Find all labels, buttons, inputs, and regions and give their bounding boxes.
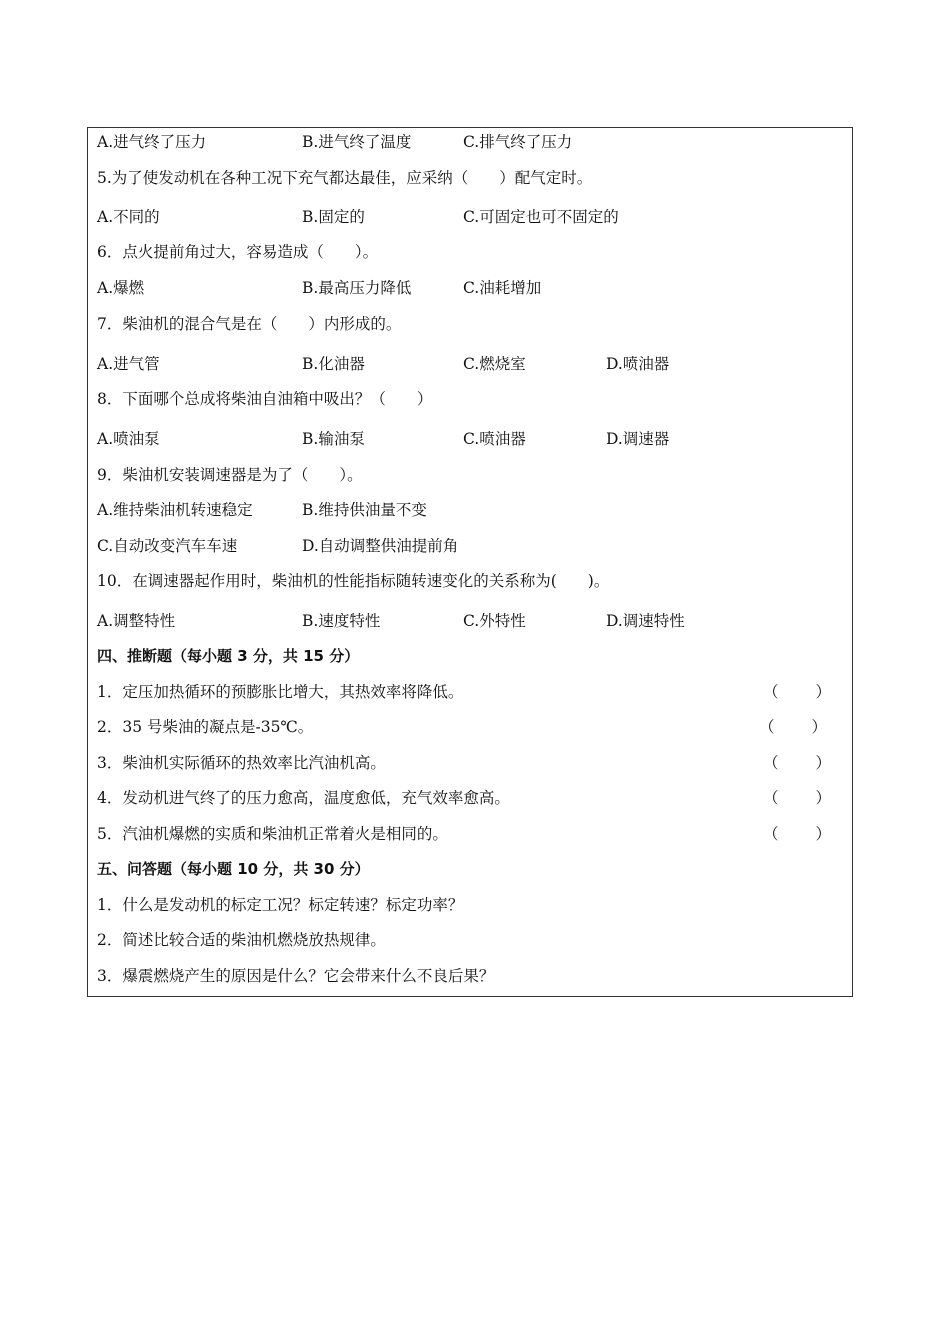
tf-statement: 5．汽油机爆燃的实质和柴油机正常着火是相同的。	[97, 825, 448, 843]
tf-statement: 2．35 号柴油的凝点是-35℃。	[97, 718, 314, 736]
option-a: A.进气终了压力	[97, 133, 207, 151]
tf-statement: 1．定压加热循环的预膨胀比增大，其热效率将降低。	[97, 683, 464, 701]
q4-options	[97, 130, 843, 154]
option-b: B.速度特性	[302, 612, 381, 630]
answer-blank: （ ）	[762, 683, 833, 701]
option-c: C.燃烧室	[463, 355, 526, 373]
q10-question: 10．在调速器起作用时，柴油机的性能指标随转速变化的关系称为( )。	[97, 572, 610, 590]
tf-item-1	[97, 680, 843, 704]
option-d: D.调速器	[606, 430, 670, 448]
tf-item-5	[97, 822, 843, 846]
answer-blank: （ ）	[762, 754, 833, 772]
q9-options-row1	[97, 498, 843, 522]
option-b: B.输油泵	[302, 430, 365, 448]
q6-options	[97, 276, 843, 300]
option-c: C.喷油器	[463, 430, 526, 448]
q8-options	[97, 427, 843, 451]
section5-heading: 五、问答题（每小题 10 分，共 30 分）	[97, 860, 370, 878]
option-b: B.进气终了温度	[302, 133, 412, 151]
option-a: A.爆燃	[97, 279, 145, 297]
option-c: C.可固定也可不固定的	[463, 208, 619, 226]
option-b: B.固定的	[302, 208, 365, 226]
exam-frame	[87, 127, 853, 997]
q5-options	[97, 205, 843, 229]
tf-statement: 3．柴油机实际循环的热效率比汽油机高。	[97, 754, 386, 772]
option-c: C.自动改变汽车车速	[97, 537, 238, 555]
option-a: A.不同的	[97, 208, 160, 226]
tf-item-2	[97, 715, 843, 739]
tf-statement: 4．发动机进气终了的压力愈高，温度愈低，充气效率愈高。	[97, 789, 510, 807]
answer-blank: （ ）	[762, 825, 833, 843]
tf-item-4	[97, 786, 843, 810]
q7-options	[97, 352, 843, 376]
q5-question: 5.为了使发动机在各种工况下充气都达最佳，应采纳（ ）配气定时。	[97, 169, 593, 187]
q9-options-row2	[97, 534, 843, 558]
option-a: A.调整特性	[97, 612, 176, 630]
option-d: D.调速特性	[606, 612, 685, 630]
q7-question: 7．柴油机的混合气是在（ ）内形成的。	[97, 315, 402, 333]
option-d: D.自动调整供油提前角	[302, 537, 459, 555]
qa-item-3: 3．爆震燃烧产生的原因是什么？它会带来什么不良后果？	[97, 967, 495, 985]
tf-item-3	[97, 751, 843, 775]
answer-blank: （ ）	[762, 789, 833, 807]
q6-question: 6．点火提前角过大，容易造成（ ）。	[97, 243, 379, 261]
q8-question: 8．下面哪个总成将柴油自油箱中吸出？（ ）	[97, 390, 433, 408]
answer-blank: （ ）	[758, 718, 829, 736]
option-c: C.外特性	[463, 612, 526, 630]
qa-item-1: 1．什么是发动机的标定工况？标定转速？标定功率？	[97, 896, 464, 914]
option-a: A.进气管	[97, 355, 160, 373]
qa-item-2: 2．简述比较合适的柴油机燃烧放热规律。	[97, 931, 386, 949]
option-a: A.喷油泵	[97, 430, 160, 448]
option-c: C.排气终了压力	[463, 133, 573, 151]
option-b: B.维持供油量不变	[302, 501, 427, 519]
option-a: A.维持柴油机转速稳定	[97, 501, 253, 519]
section4-heading: 四、推断题（每小题 3 分，共 15 分）	[97, 647, 360, 665]
option-b: B.最高压力降低	[302, 279, 412, 297]
q10-options	[97, 609, 843, 633]
option-c: C.油耗增加	[463, 279, 542, 297]
option-d: D.喷油器	[606, 355, 670, 373]
q9-question: 9．柴油机安装调速器是为了（ ）。	[97, 466, 363, 484]
option-b: B.化油器	[302, 355, 365, 373]
